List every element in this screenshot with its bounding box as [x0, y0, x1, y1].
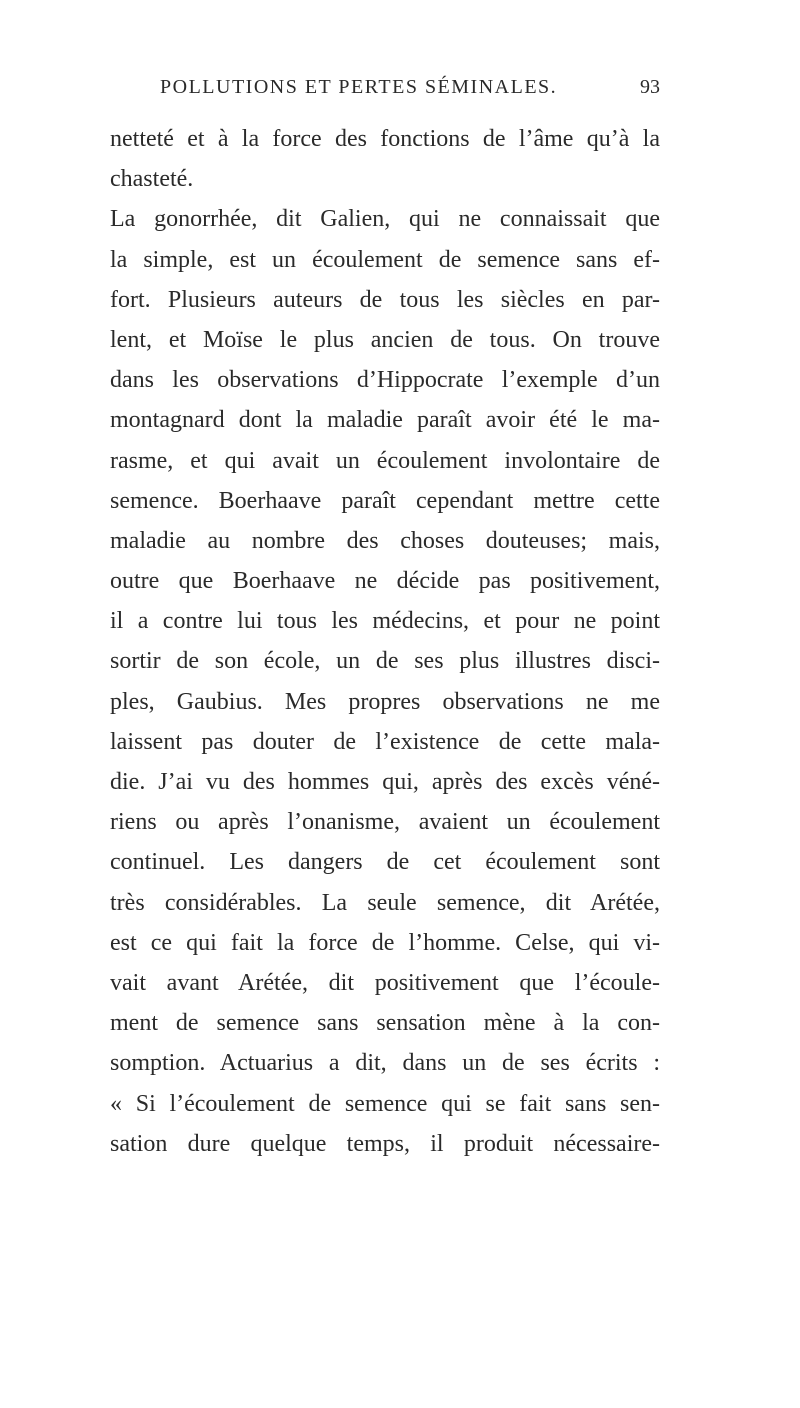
text-line: rasme, et qui avait un écoulement involontaire de	[110, 447, 660, 474]
running-title: POLLUTIONS ET PERTES SÉMINALES.	[160, 76, 558, 98]
text-line: maladie au nombre des choses douteuses; mais,	[110, 527, 660, 554]
text-line: il a contre lui tous les médecins, et pour ne point	[110, 608, 660, 635]
text-line: très considérables. La seule semence, dit Arétée,	[110, 889, 660, 916]
text-line: semence. Boerhaave paraît cependant mettre cette	[110, 487, 660, 514]
text-line: ples, Gaubius. Mes propres observations ne me	[110, 688, 660, 715]
text-line: laissent pas douter de l’existence de cette mala-	[110, 728, 660, 755]
text-line: est ce qui fait la force de l’homme. Celse, qui vi-	[110, 929, 660, 956]
text-line: fort. Plusieurs auteurs de tous les siècles en par-	[110, 286, 660, 313]
text-line: La gonorrhée, dit Galien, qui ne connaissait que	[110, 206, 660, 233]
text-line: riens ou après l’onanisme, avaient un écoulement	[110, 809, 660, 836]
running-header	[160, 76, 660, 108]
text-line: chasteté.	[110, 166, 194, 193]
text-line: dans les observations d’Hippocrate l’exemple d’un	[110, 367, 660, 394]
text-line: vait avant Arétée, dit positivement que l’écoule-	[110, 969, 660, 996]
text-line: outre que Boerhaave ne décide pas positivement,	[110, 568, 660, 595]
text-line: netteté et à la force des fonctions de l’âme qu’à la	[110, 126, 660, 152]
text-line: la simple, est un écoulement de semence sans ef-	[110, 246, 660, 273]
text-line: sation dure quelque temps, il produit nécessaire-	[110, 1130, 660, 1157]
body-text	[110, 119, 660, 1164]
text-line: somption. Actuarius a dit, dans un de ses écrits :	[110, 1050, 660, 1077]
text-line: die. J’ai vu des hommes qui, après des excès véné-	[110, 769, 660, 795]
page-number: 93	[640, 76, 660, 98]
text-line: montagnard dont la maladie paraît avoir été le ma-	[110, 407, 660, 434]
text-line: lent, et Moïse le plus ancien de tous. On trouve	[110, 326, 660, 353]
text-line: ment de semence sans sensation mène à la con-	[110, 1010, 660, 1037]
text-line: sortir de son école, un de ses plus illustres disci-	[110, 648, 660, 675]
text-line: continuel. Les dangers de cet écoulement sont	[110, 849, 660, 876]
text-line: « Si l’écoulement de semence qui se fait sans sen-	[110, 1090, 660, 1117]
